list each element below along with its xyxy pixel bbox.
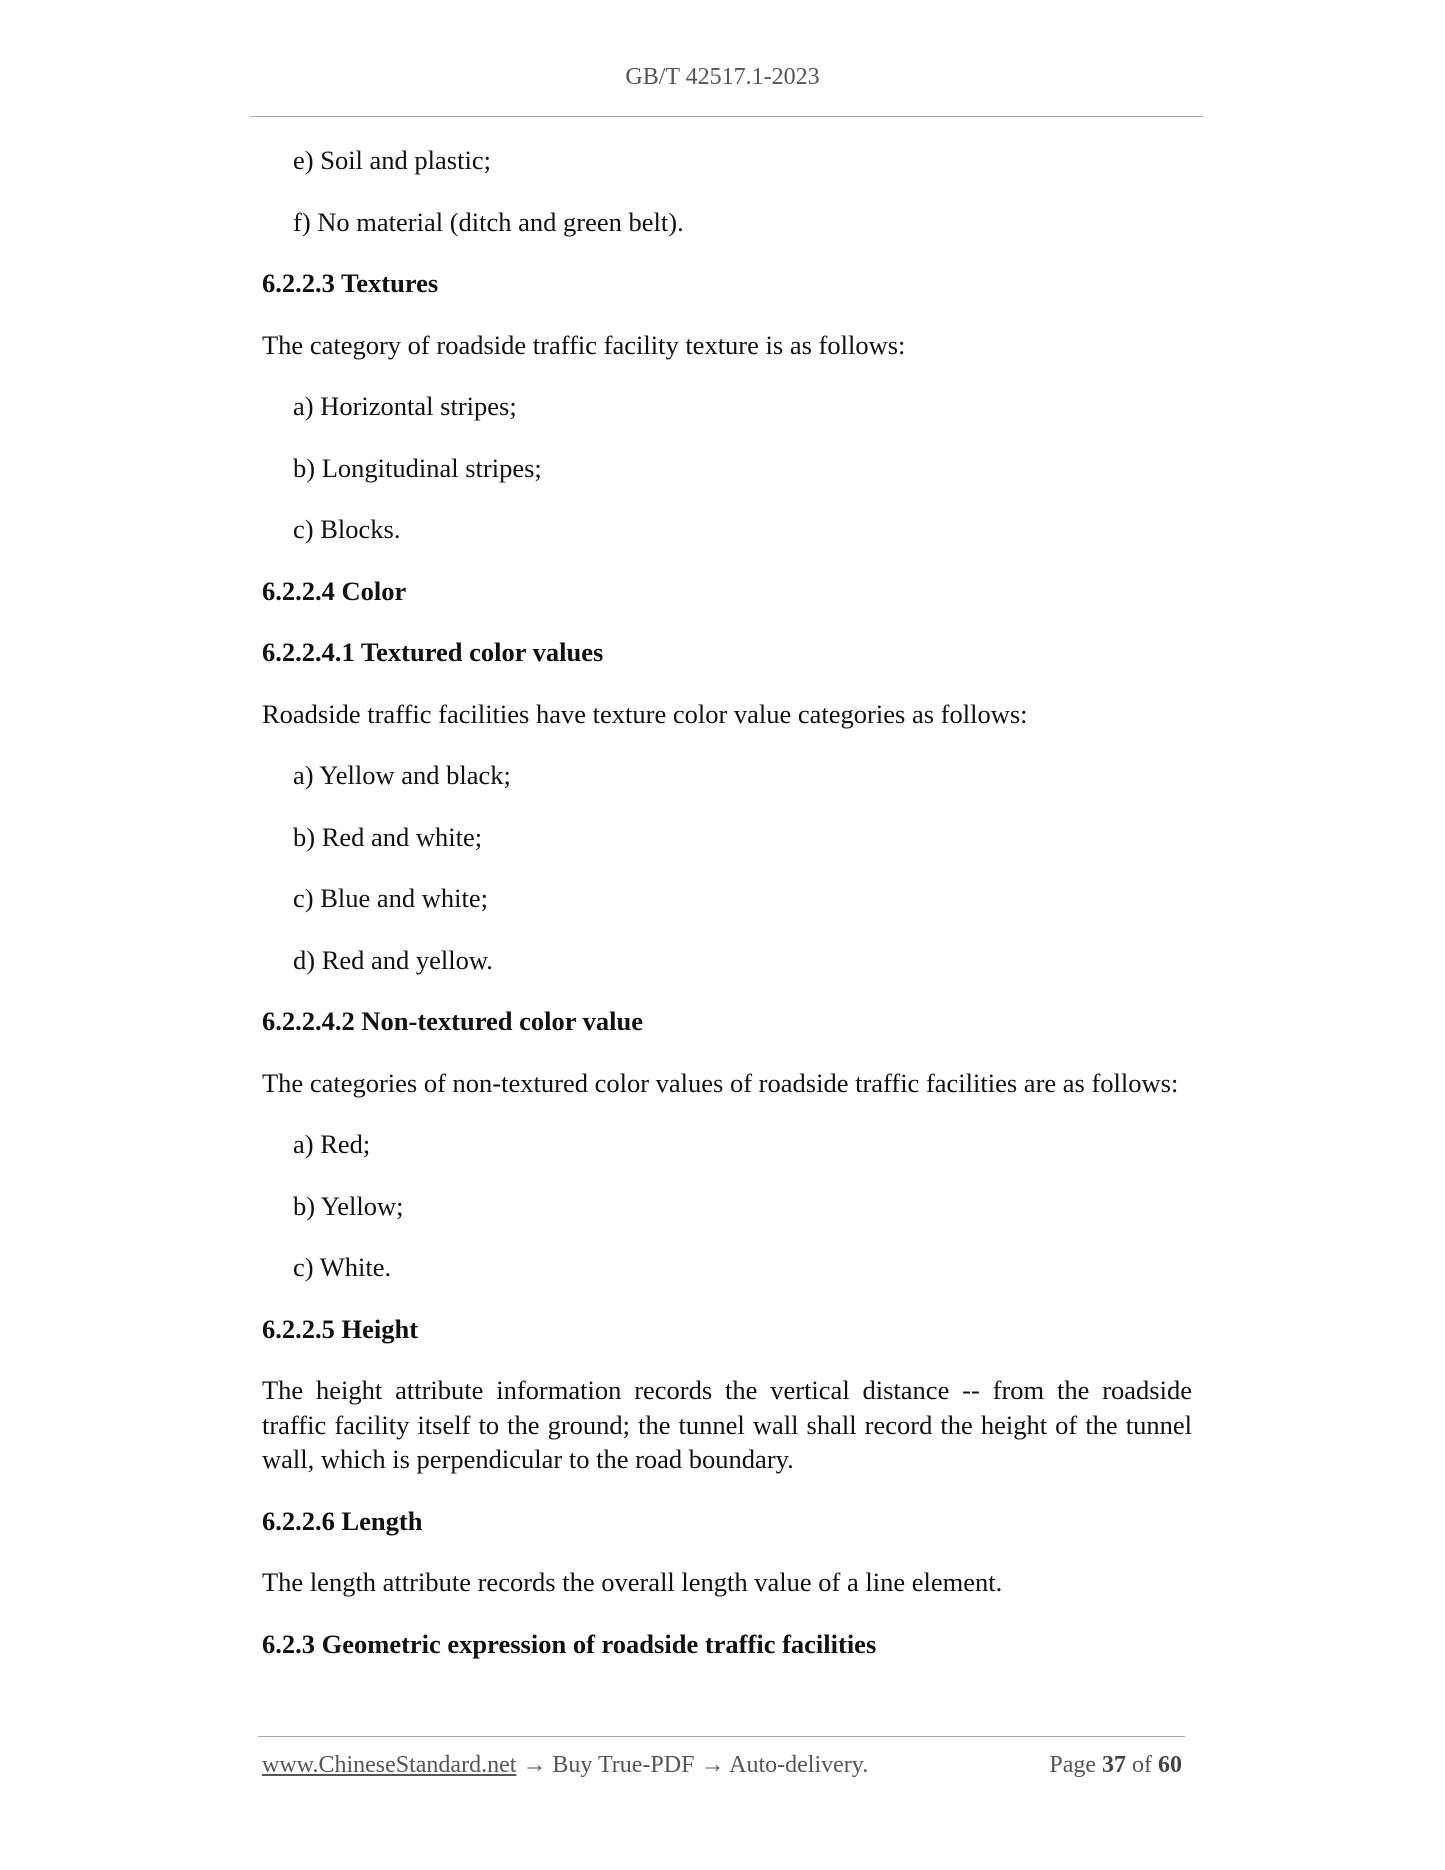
list-item: b) Red and white; [293, 821, 483, 852]
list-item: f) No material (ditch and green belt). [293, 206, 684, 237]
list-item: e) Soil and plastic; [293, 145, 491, 175]
website-link[interactable]: www.ChineseStandard.net [262, 1752, 517, 1778]
paragraph: The length attribute records the overall length value of a line element. [262, 1567, 1003, 1597]
list-item: c) Blocks. [293, 514, 401, 544]
document-body [262, 143, 1192, 1688]
list-item: d) Red and yellow. [293, 944, 493, 975]
of-label: of [1132, 1752, 1152, 1778]
list-item: c) White. [293, 1252, 392, 1282]
arrow-right-icon: → [522, 1752, 547, 1778]
section-heading: 6.2.3 Geometric expression of roadside traffic facilities [262, 1628, 877, 1659]
section-heading: 6.2.2.5 Height [262, 1313, 419, 1344]
list-item: a) Red; [293, 1129, 371, 1159]
list-item: c) Blue and white; [293, 883, 489, 913]
arrow-right-icon: → [700, 1752, 725, 1778]
list-item: b) Yellow; [293, 1190, 404, 1221]
paragraph: The height attribute information records the vertical distance -- from the roadside traffic facility itself to the ground; the tunnel wall shall record the height of the tunnel wall, which is perpendicular to the road boundary. [262, 1375, 1192, 1474]
section-heading: 6.2.2.6 Length [262, 1505, 423, 1536]
page-header-title: GB/T 42517.1-2023 [625, 64, 820, 90]
paragraph: The category of roadside traffic facility texture is as follows: [262, 329, 906, 360]
delivery-text: Auto-delivery. [729, 1752, 869, 1778]
footer-divider [258, 1736, 1185, 1737]
buy-text: Buy True-PDF [552, 1752, 695, 1778]
current-page: 37 [1102, 1752, 1126, 1778]
page-number [1049, 1752, 1182, 1779]
header-divider [250, 116, 1203, 117]
section-heading: 6.2.2.3 Textures [262, 268, 439, 298]
paragraph: The categories of non-textured color values of roadside traffic facilities are as follows: [262, 1067, 1179, 1098]
section-heading: 6.2.2.4.1 Textured color values [262, 637, 604, 667]
section-heading: 6.2.2.4.2 Non-textured color value [262, 1006, 644, 1036]
total-pages: 60 [1158, 1752, 1182, 1778]
section-heading: 6.2.2.4 Color [262, 575, 407, 606]
list-item: b) Longitudinal stripes; [293, 452, 542, 483]
list-item: a) Horizontal stripes; [293, 391, 517, 421]
page-label: Page [1049, 1752, 1096, 1778]
paragraph: Roadside traffic facilities have texture color value categories as follows: [262, 698, 1028, 729]
list-item: a) Yellow and black; [293, 760, 511, 790]
